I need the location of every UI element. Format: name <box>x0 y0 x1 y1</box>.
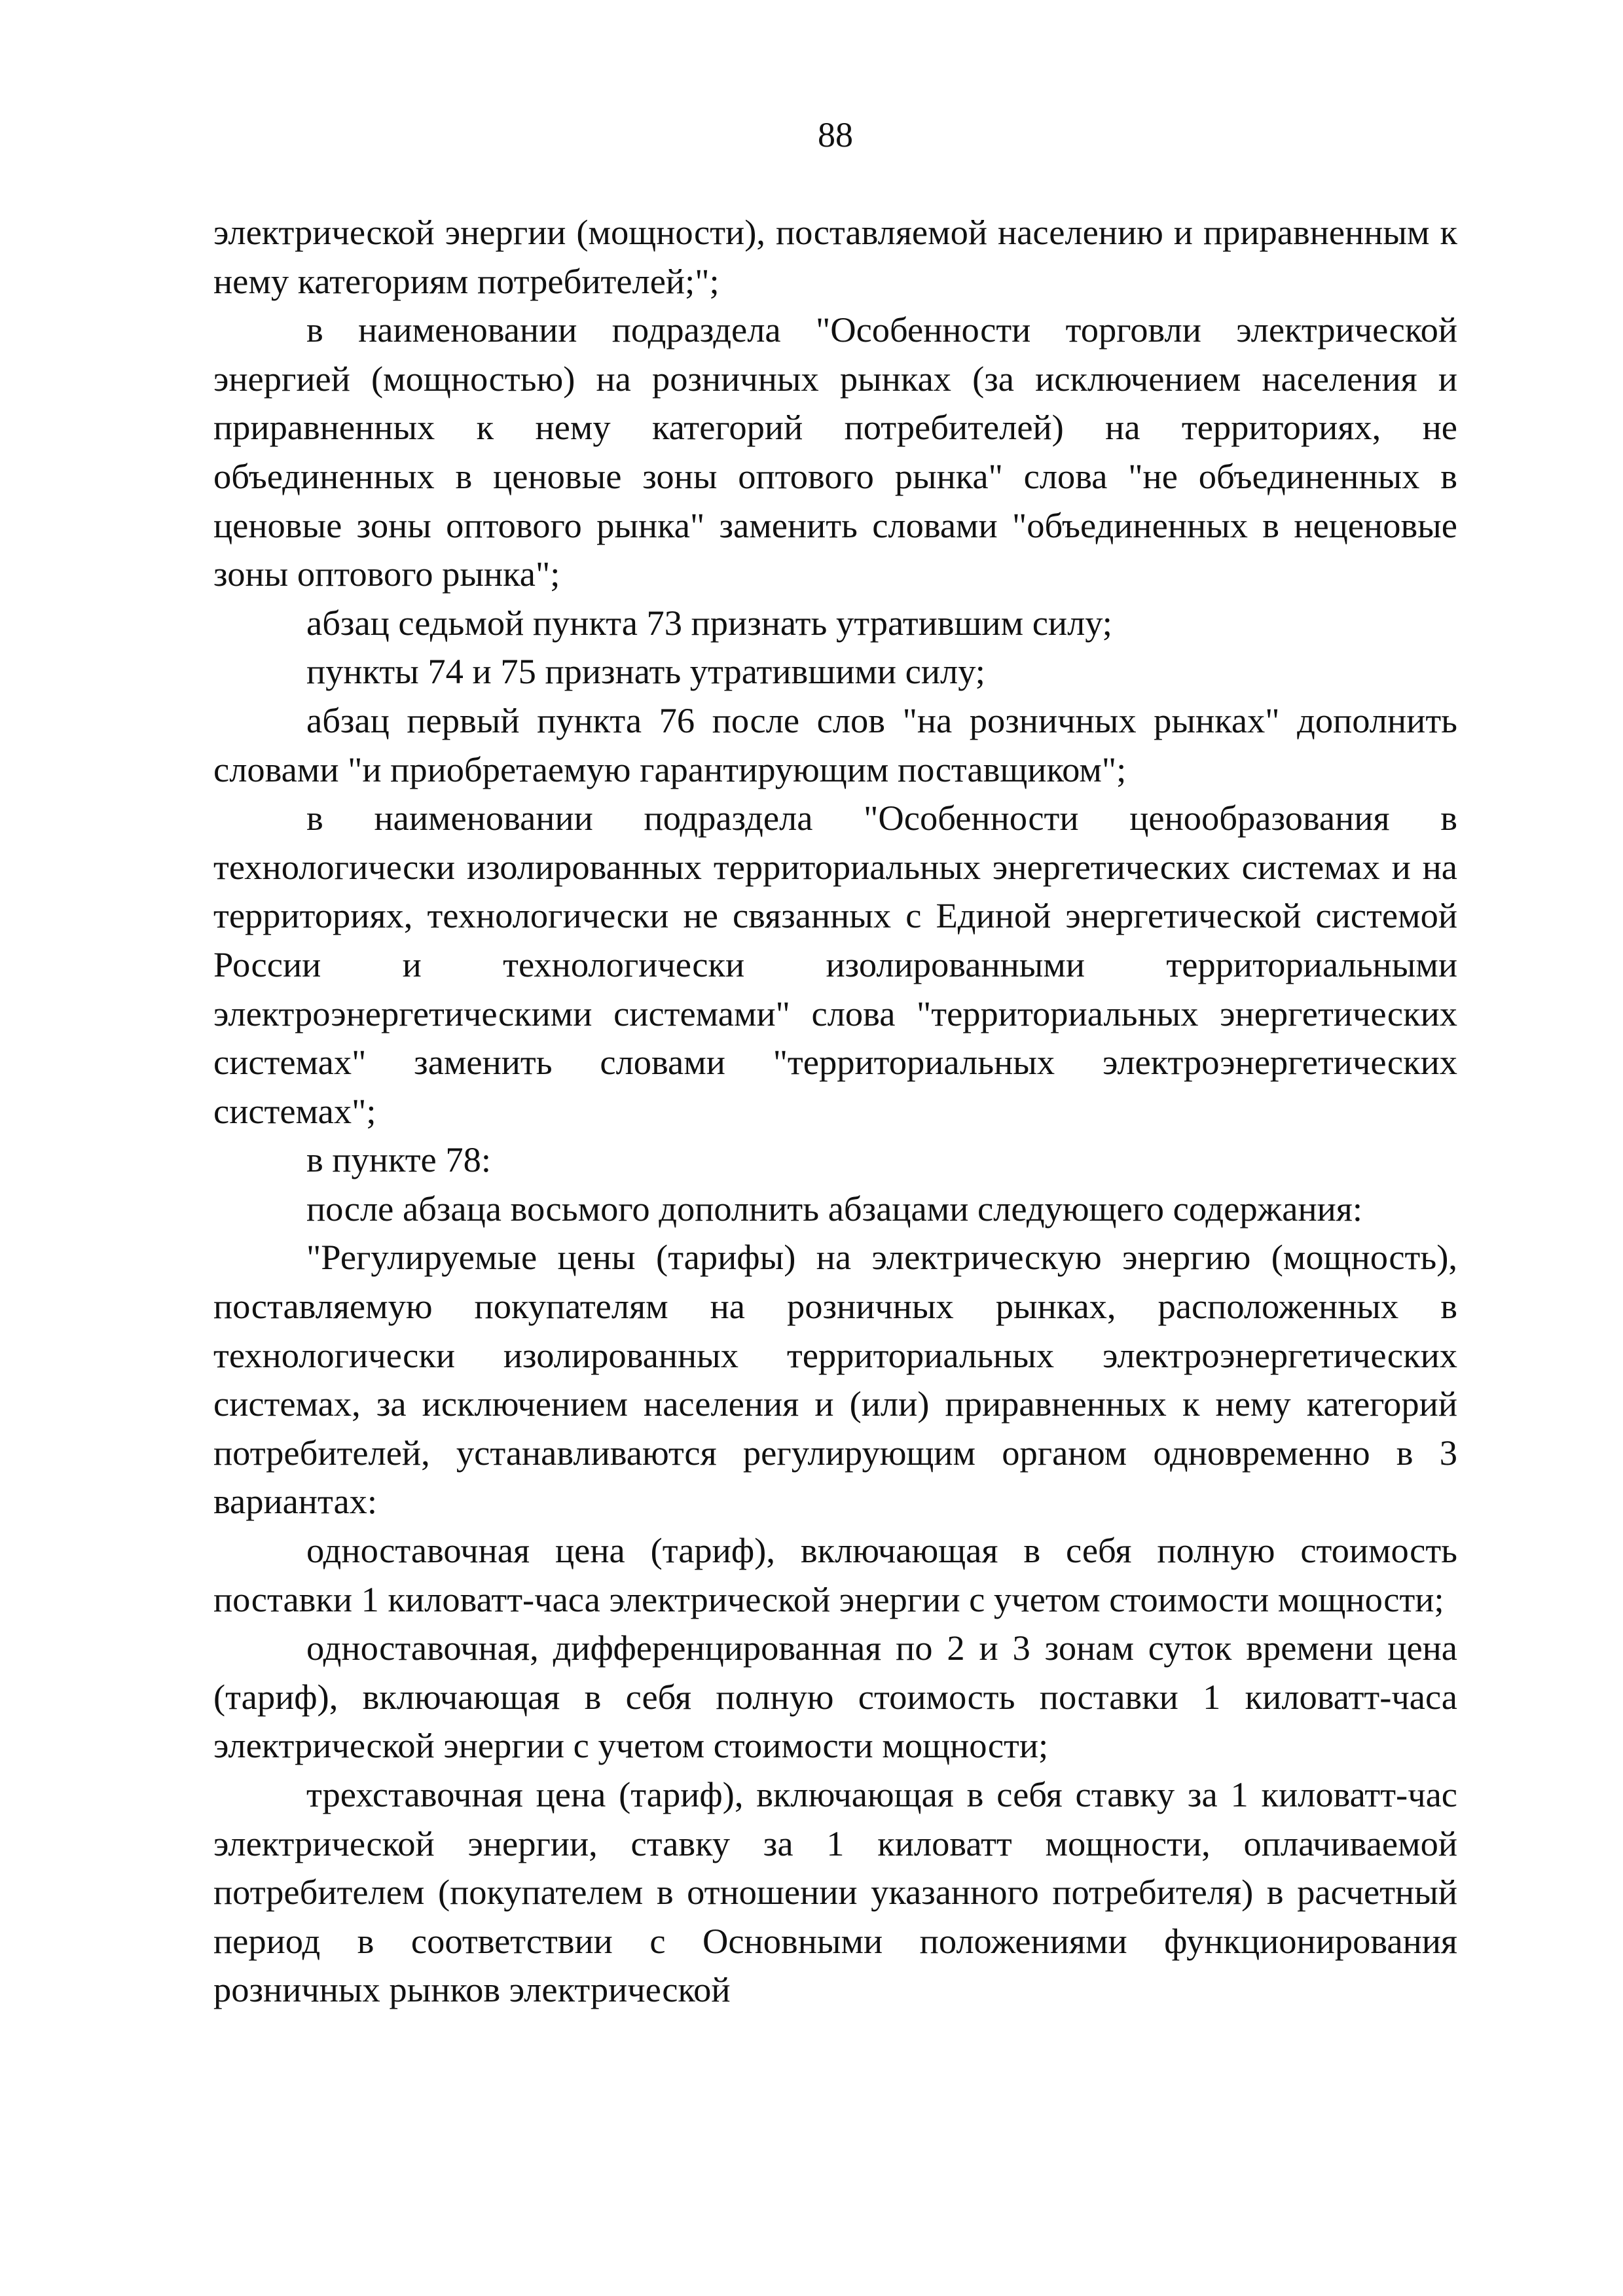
paragraph-single-rate: одноставочная цена (тариф), включающая в себя полную стоимость поставки 1 киловатт-часа электрической энергии с учетом стоимости мощности; <box>213 1530 1457 1619</box>
paragraph-subsection-title-amendment: в наименовании подраздела "Особенности торговли электрической энергией (мощностью) на розничных рынках (за исключением населения и приравненных к нему категорий потребителей) на территориях, не объединенных в ценовые зоны оптового рынка" слова "не объединенных в ценовые зоны оптового рынка" заменить словами "объединенных в неценовые зоны оптового рынка"; <box>213 310 1457 594</box>
paragraph-items-74-75: пункты 74 и 75 признать утратившими силу; <box>306 651 985 692</box>
document-body <box>213 208 1457 2015</box>
paragraph-item-76: абзац первый пункта 76 после слов "на розничных рынках" дополнить словами "и приобретаемую гарантирующим поставщиком"; <box>213 700 1457 789</box>
paragraph-zonal-rate: одноставочная, дифференцированная по 2 и 3 зонам суток времени цена (тариф), включающая в себя полную стоимость поставки 1 киловатт-часа электрической энергии с учетом стоимости мощности; <box>213 1628 1457 1766</box>
paragraph-item-73: абзац седьмой пункта 73 признать утратившим силу; <box>306 602 1112 643</box>
paragraph-after-eighth: после абзаца восьмого дополнить абзацами следующего содержания: <box>306 1188 1362 1229</box>
page-number: 88 <box>818 115 853 154</box>
paragraph-regulated-prices: "Регулируемые цены (тарифы) на электрическую энергию (мощность), поставляемую покупателям на розничных рынках, расположенных в технологически изолированных территориальных электроэнергетических системах, за исключением населения и (или) приравненных к нему категорий потребителей, устанавливаются регулирующим органом одновременно в 3 вариантах: <box>213 1237 1457 1522</box>
paragraph-pricing-subsection: в наименовании подраздела "Особенности ценообразования в технологически изолированных территориальных энергетических системах и на территориях, технологически не связанных с Единой энергетической системой России и технологически изолированными территориальными электроэнергетическими системами" слова "территориальных энергетических системах" заменить словами "территориальных электроэнергетических системах"; <box>213 798 1457 1131</box>
paragraph-three-rate: трехставочная цена (тариф), включающая в себя ставку за 1 киловатт-час электрической энергии, ставку за 1 киловатт мощности, оплачиваемой потребителем (покупателем в отношении указанного потребителя) в расчетный период в соответствии с Основными положениями функционирования розничных рынков электрической <box>213 1774 1457 2010</box>
paragraph-continuation: электрической энергии (мощности), поставляемой населению и приравненным к нему категориям потребителей;"; <box>213 212 1457 301</box>
paragraph-item-78: в пункте 78: <box>306 1139 491 1180</box>
